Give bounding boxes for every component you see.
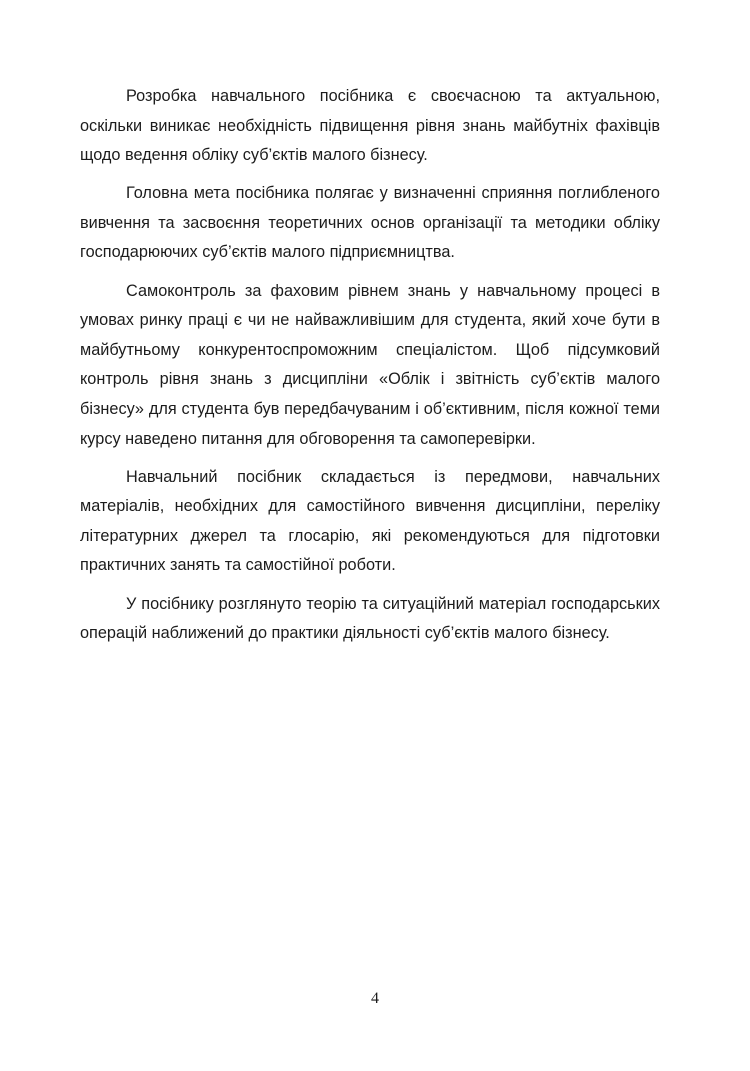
paragraph-self-control: Самоконтроль за фаховим рівнем знань у навчальному процесі в умовах ринку праці є чи не найважливішим для студента, який хоче бути в майбутньому конкурентоспроможним спеціалістом. Щоб підсумковий контроль рівня знань з дисципліни «Облік і звітність суб’єктів малого бізнесу» для студента був передбачуваним і об’єктивним, після кожної теми курсу наведено питання для обговорення та самоперевірки. <box>80 281 660 448</box>
paragraph-relevance: Розробка навчального посібника є своєчасною та актуальною, оскільки виникає необхідність підвищення рівня знань майбутніх фахівців щодо ведення обліку суб’єктів малого бізнесу. <box>80 87 660 165</box>
page-number: 4 <box>371 990 379 1007</box>
page-body <box>80 82 660 657</box>
paragraph-structure: Навчальний посібник складається із передмови, навчальних матеріалів, необхідних для самостійного вивчення дисципліни, переліку літературних джерел та глосарію, які рекомендуються для підготовки практичних занять та самостійної роботи. <box>80 467 660 575</box>
paragraph-goal: Головна мета посібника полягає у визначенні сприяння поглибленого вивчення та засвоєння теоретичних основ організації та методики обліку господарюючих суб’єктів малого підприємництва. <box>80 184 660 262</box>
paragraph-content-summary: У посібнику розглянуто теорію та ситуаційний матеріал господарських операцій наближений до практики діяльності суб’єктів малого бізнесу. <box>80 594 660 643</box>
